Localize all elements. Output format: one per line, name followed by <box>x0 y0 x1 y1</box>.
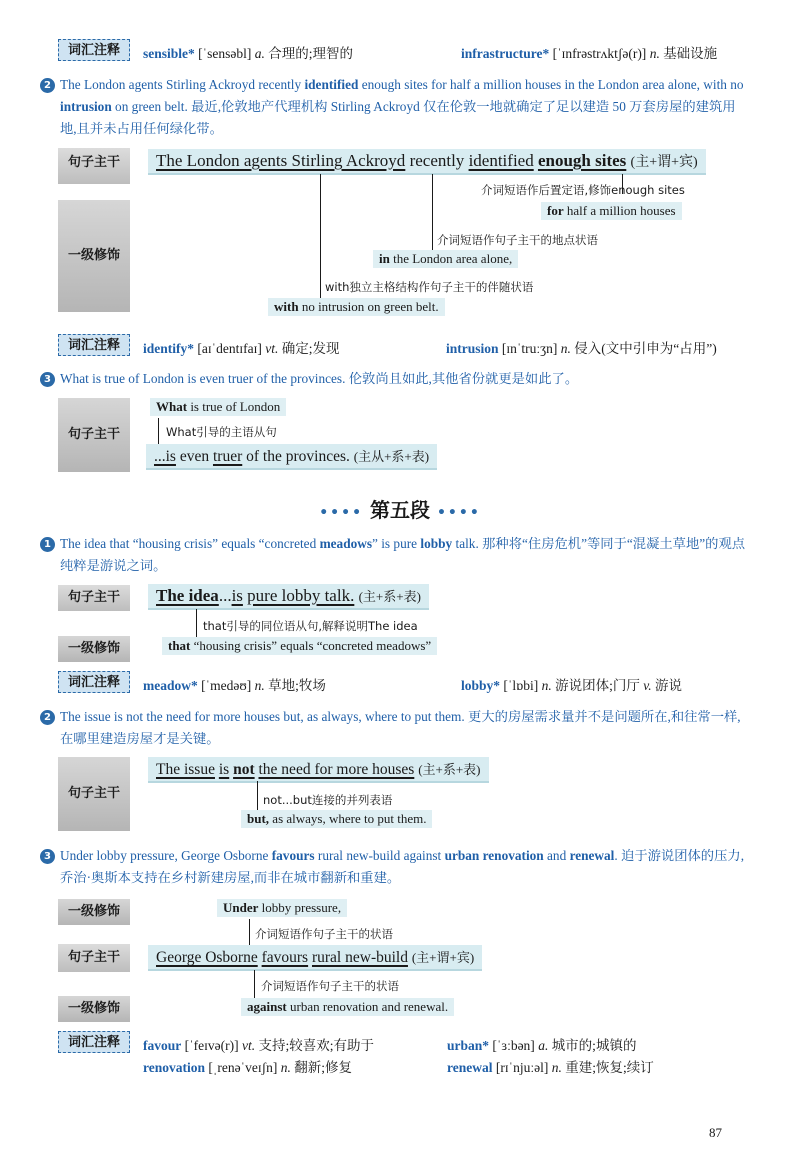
main-clause: ...is even truer of the provinces. (主从+系+表) <box>146 444 437 470</box>
label-main-clause: 句子主干 <box>58 944 130 972</box>
label-main-clause: 句子主干 <box>58 585 130 611</box>
label-modifier: 一级修饰 <box>58 200 130 312</box>
sentence-text: The issue is not the need for more houses but, as always, where to put them. 更大的房屋需求量并不是问题所在,和往常一样,在哪里建造房屋才是关键。 <box>60 709 741 746</box>
connector-line <box>432 174 433 250</box>
vocab-label: 词汇注释 <box>58 1031 130 1053</box>
vocab-phonetic: [ˈmedəʊ] <box>201 678 252 693</box>
label-main-clause: 句子主干 <box>58 757 130 831</box>
heading-dots: •••• <box>319 505 364 521</box>
vocab-phonetic: [ˈlɒbi] <box>503 678 539 693</box>
annotation-note: 介词短语作句子主干的状语 <box>261 979 399 993</box>
label-main-clause: 句子主干 <box>58 398 130 472</box>
vocab-phonetic: [rɪˈnjuːəl] <box>495 1060 549 1075</box>
vocab-pos: n. <box>560 341 571 356</box>
vocab-entry <box>447 1034 636 1054</box>
vocab-definition: 游说团体;门厅 <box>555 678 640 693</box>
modifier-phrase: with no intrusion on green belt. <box>268 298 445 316</box>
vocab-entry <box>461 674 682 694</box>
vocab-star: * <box>493 678 501 693</box>
annotation-note: with独立主格结构作句子主干的伴随状语 <box>325 280 534 294</box>
vocab-entry <box>143 337 340 357</box>
vocab-definition: 草地;牧场 <box>268 678 326 693</box>
annotation-note: that引导的同位语从句,解释说明The idea <box>203 619 418 633</box>
vocab-definition: 基础设施 <box>663 46 718 61</box>
sentence-number: 3 <box>40 849 55 864</box>
vocab-pos: n. <box>541 678 552 693</box>
vocab-definition: 确定;发现 <box>281 341 340 356</box>
vocab-pos: n. <box>649 46 660 61</box>
modifier-phrase: for half a million houses <box>541 202 682 220</box>
label-modifier: 一级修饰 <box>58 899 130 925</box>
vocab-pos: v. <box>643 678 652 693</box>
sentence-number: 1 <box>40 537 55 552</box>
sentence-text: Under lobby pressure, George Osborne favours rural new-build against urban renovation and renewal. 迫于游说团体的压力,乔治·奥斯本支持在乡村新建房屋,而非在城市翻新和重建。 <box>60 848 745 885</box>
vocab-pos: vt. <box>241 1038 256 1053</box>
subject-clause: What is true of London <box>150 398 286 416</box>
vocab-definition: 重建;恢复;续订 <box>565 1060 654 1075</box>
vocab-entry <box>143 674 326 694</box>
annotation-note: What引导的主语从句 <box>166 425 277 439</box>
main-clause: The issue is not the need for more houses (主+系+表) <box>148 757 489 783</box>
vocab-pos: vt. <box>265 341 279 356</box>
vocab-word: favour <box>143 1038 182 1053</box>
main-clause: The London agents Stirling Ackroyd recently identified enough sites (主+谓+宾) <box>148 149 706 175</box>
vocab-phonetic: [ɪnˈtruːʒn] <box>501 341 558 356</box>
vocab-word: urban <box>447 1038 483 1053</box>
connector-line <box>254 970 255 998</box>
vocab-phonetic: [ˈɪnfrəstrʌktʃə(r)] <box>552 46 647 61</box>
annotation-note: 介词短语作句子主干的地点状语 <box>437 233 598 247</box>
page-number: 87 <box>709 1125 722 1140</box>
vocab-definition: 侵入(文中引申为“占用”) <box>574 341 717 356</box>
main-clause: George Osborne favours rural new-build (主+谓+宾) <box>148 945 482 971</box>
sentence-number: 2 <box>40 78 55 93</box>
connector-line <box>320 174 321 300</box>
heading-dots: •••• <box>436 505 481 521</box>
vocab-entry <box>461 42 717 62</box>
annotation-note: not...but连接的并列表语 <box>263 793 393 807</box>
label-modifier: 一级修饰 <box>58 636 130 662</box>
vocab-word: lobby <box>461 678 494 693</box>
label-modifier: 一级修饰 <box>58 996 130 1022</box>
vocab-entry <box>143 1034 374 1054</box>
vocab-entry <box>447 1056 654 1076</box>
vocab-label: 词汇注释 <box>58 671 130 693</box>
vocab-word: identify <box>143 341 188 356</box>
vocab-word: renovation <box>143 1060 206 1075</box>
vocab-word: sensible <box>143 46 189 61</box>
connector-line <box>257 781 258 811</box>
vocab-label: 词汇注释 <box>58 39 130 61</box>
vocab-definition: 城市的;城镇的 <box>551 1038 637 1053</box>
modifier-phrase: Under lobby pressure, <box>217 899 347 917</box>
vocab-star: * <box>482 1038 490 1053</box>
main-clause: The idea...is pure lobby talk. (主+系+表) <box>148 584 429 610</box>
vocab-word: intrusion <box>446 341 499 356</box>
sentence-number: 3 <box>40 372 55 387</box>
connector-line <box>196 609 197 637</box>
modifier-phrase: that “housing crisis” equals “concreted meadows” <box>162 637 437 655</box>
vocab-star: * <box>187 341 195 356</box>
connector-line <box>158 418 159 444</box>
vocab-phonetic: [aɪˈdentɪfaɪ] <box>197 341 262 356</box>
vocab-definition: 合理的;理智的 <box>268 46 354 61</box>
vocab-phonetic: [ˈfeɪvə(r)] <box>184 1038 239 1053</box>
annotation-note: 介词短语作句子主干的状语 <box>255 927 393 941</box>
vocab-star: * <box>188 46 195 61</box>
vocab-entry <box>446 337 717 357</box>
sentence-text: The idea that “housing crisis” equals “concreted meadows” is pure lobby talk. 那种将“住房危机”等同于“混凝土草地”的观点纯粹是游说之词。 <box>60 536 746 573</box>
vocab-pos: n. <box>551 1060 562 1075</box>
vocab-word: meadow <box>143 678 191 693</box>
connector-line <box>249 919 250 945</box>
vocab-word: infrastructure <box>461 46 543 61</box>
modifier-phrase: but, as always, where to put them. <box>241 810 432 828</box>
vocab-definition: 游说 <box>654 678 682 693</box>
vocab-label: 词汇注释 <box>58 334 130 356</box>
vocab-definition: 支持;较喜欢;有助于 <box>258 1038 374 1053</box>
vocab-pos: n. <box>254 678 265 693</box>
vocab-star: * <box>191 678 198 693</box>
vocab-pos: n. <box>280 1060 291 1075</box>
vocab-entry <box>143 42 353 62</box>
section-heading <box>0 494 800 523</box>
modifier-phrase: against urban renovation and renewal. <box>241 998 454 1016</box>
vocab-phonetic: [ˈɜːbən] <box>492 1038 535 1053</box>
vocab-pos: a. <box>254 46 265 61</box>
sentence-text: What is true of London is even truer of the provinces. 伦敦尚且如此,其他省份就更是如此了。 <box>60 371 579 386</box>
vocab-phonetic: [ˌrenəˈveɪʃn] <box>208 1060 278 1075</box>
sentence-number: 2 <box>40 710 55 725</box>
sentence-text: The London agents Stirling Ackroyd recently identified enough sites for half a million houses in the London area alone, with no intrusion on green belt. 最近,伦敦地产代理机构 Stirling Ackroyd 仅在伦敦一地就确定了足以建造 50 万套房屋的建筑用地,且并未占用任何绿化带。 <box>60 77 744 136</box>
label-main-clause: 句子主干 <box>58 148 130 184</box>
vocab-star: * <box>542 46 550 61</box>
vocab-definition: 翻新;修复 <box>294 1060 352 1075</box>
vocab-phonetic: [ˈsensəbl] <box>198 46 252 61</box>
vocab-word: renewal <box>447 1060 493 1075</box>
vocab-pos: a. <box>538 1038 549 1053</box>
vocab-entry <box>143 1056 352 1076</box>
heading-title: 第五段 <box>370 498 430 522</box>
annotation-note: 介词短语作后置定语,修饰enough sites <box>481 183 685 197</box>
modifier-phrase: in the London area alone, <box>373 250 518 268</box>
